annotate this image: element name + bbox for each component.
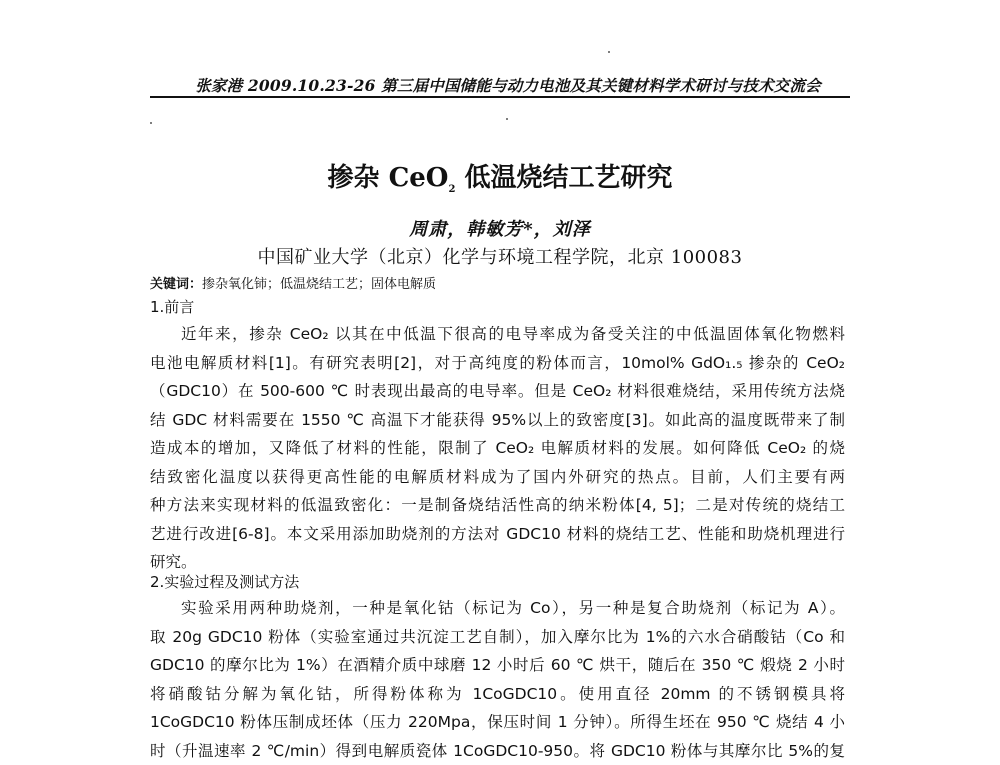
section-heading-intro: 1.前言	[150, 296, 194, 317]
body-line: 艺进行改进[6-8]。本文采用添加助烧剂的方法对 GDC10 材料的烧结工艺、性能和助烧机理进行	[150, 520, 845, 549]
title-part: 低温烧结工艺研究	[455, 163, 672, 193]
title-part: 掺杂 CeO	[328, 163, 449, 193]
body-line: （GDC10）在 500-600 ℃ 时表现出最高的电导率。但是 CeO₂ 材料很难烧结，采用传统方法烧	[150, 377, 845, 406]
body-line: GDC10 的摩尔比为 1%）在酒精介质中球磨 12 小时后 60 ℃ 烘干，随后在 350 ℃ 煅烧 2 小时	[150, 651, 845, 680]
body-line: 实验采用两种助烧剂，一种是氧化钴（标记为 Co），另一种是复合助烧剂（标记为 A）。	[150, 594, 845, 623]
body-line: 电池电解质材料[1]。有研究表明[2]，对于高纯度的粉体而言，10mol% GdO₁.₅ 掺杂的 CeO₂	[150, 349, 845, 378]
title-subscript: 2	[448, 184, 455, 195]
header-rule	[150, 96, 850, 98]
intro-paragraph	[150, 320, 845, 577]
body-line: 研究。	[150, 548, 845, 577]
body-line: 造成本的增加，又降低了材料的性能，限制了 CeO₂ 电解质材料的发展。如何降低 CeO₂ 的烧	[150, 434, 845, 463]
body-line: 取 20g GDC10 粉体（实验室通过共沉淀工艺自制），加入摩尔比为 1%的六水合硝酸钴（Co 和	[150, 623, 845, 652]
body-line: 结致密化温度以获得更高性能的电解质材料成为了国内外研究的热点。目前，人们主要有两	[150, 463, 845, 492]
body-line: 近年来，掺杂 CeO₂ 以其在中低温下很高的电导率成为备受关注的中低温固体氧化物燃料	[150, 320, 845, 349]
body-line: 种方法来实现材料的低温致密化：一是制备烧结活性高的纳米粉体[4, 5]；二是对传统的烧结工	[150, 491, 845, 520]
body-line: 结 GDC 材料需要在 1550 ℃ 高温下才能获得 95%以上的致密度[3]。如此高的温度既带来了制	[150, 406, 845, 435]
body-line: 1CoGDC10 粉体压制成坯体（压力 220Mpa，保压时间 1 分钟）。所得生坯在 950 ℃ 烧结 4 小	[150, 708, 845, 737]
body-line: 时（升温速率 2 ℃/min）得到电解质瓷体 1CoGDC10-950。将 GDC10 粉体与其摩尔比 5%的复	[150, 737, 845, 765]
section-heading-method: 2.实验过程及测试方法	[150, 571, 299, 592]
keywords-text: 掺杂氧化铈；低温烧结工艺；固体电解质	[202, 277, 436, 292]
conference-header: 张家港 2009.10.23-26 第三届中国储能与动力电池及其关键材料学术研讨与技术交流会	[168, 74, 848, 96]
author-list: 周肃，韩敏芳*，刘泽	[0, 215, 1000, 241]
paper-title	[0, 157, 1000, 194]
scan-speck	[608, 51, 610, 53]
body-line: 将硝酸钴分解为氧化钴，所得粉体称为 1CoGDC10。使用直径 20mm 的不锈钢模具将	[150, 680, 845, 709]
affiliation: 中国矿业大学（北京）化学与环境工程学院，北京 100083	[0, 243, 1000, 269]
keywords	[150, 273, 436, 292]
scan-speck	[150, 122, 152, 124]
scan-speck	[506, 118, 508, 120]
keywords-label: 关键词：	[150, 277, 202, 292]
method-paragraph	[150, 594, 845, 765]
